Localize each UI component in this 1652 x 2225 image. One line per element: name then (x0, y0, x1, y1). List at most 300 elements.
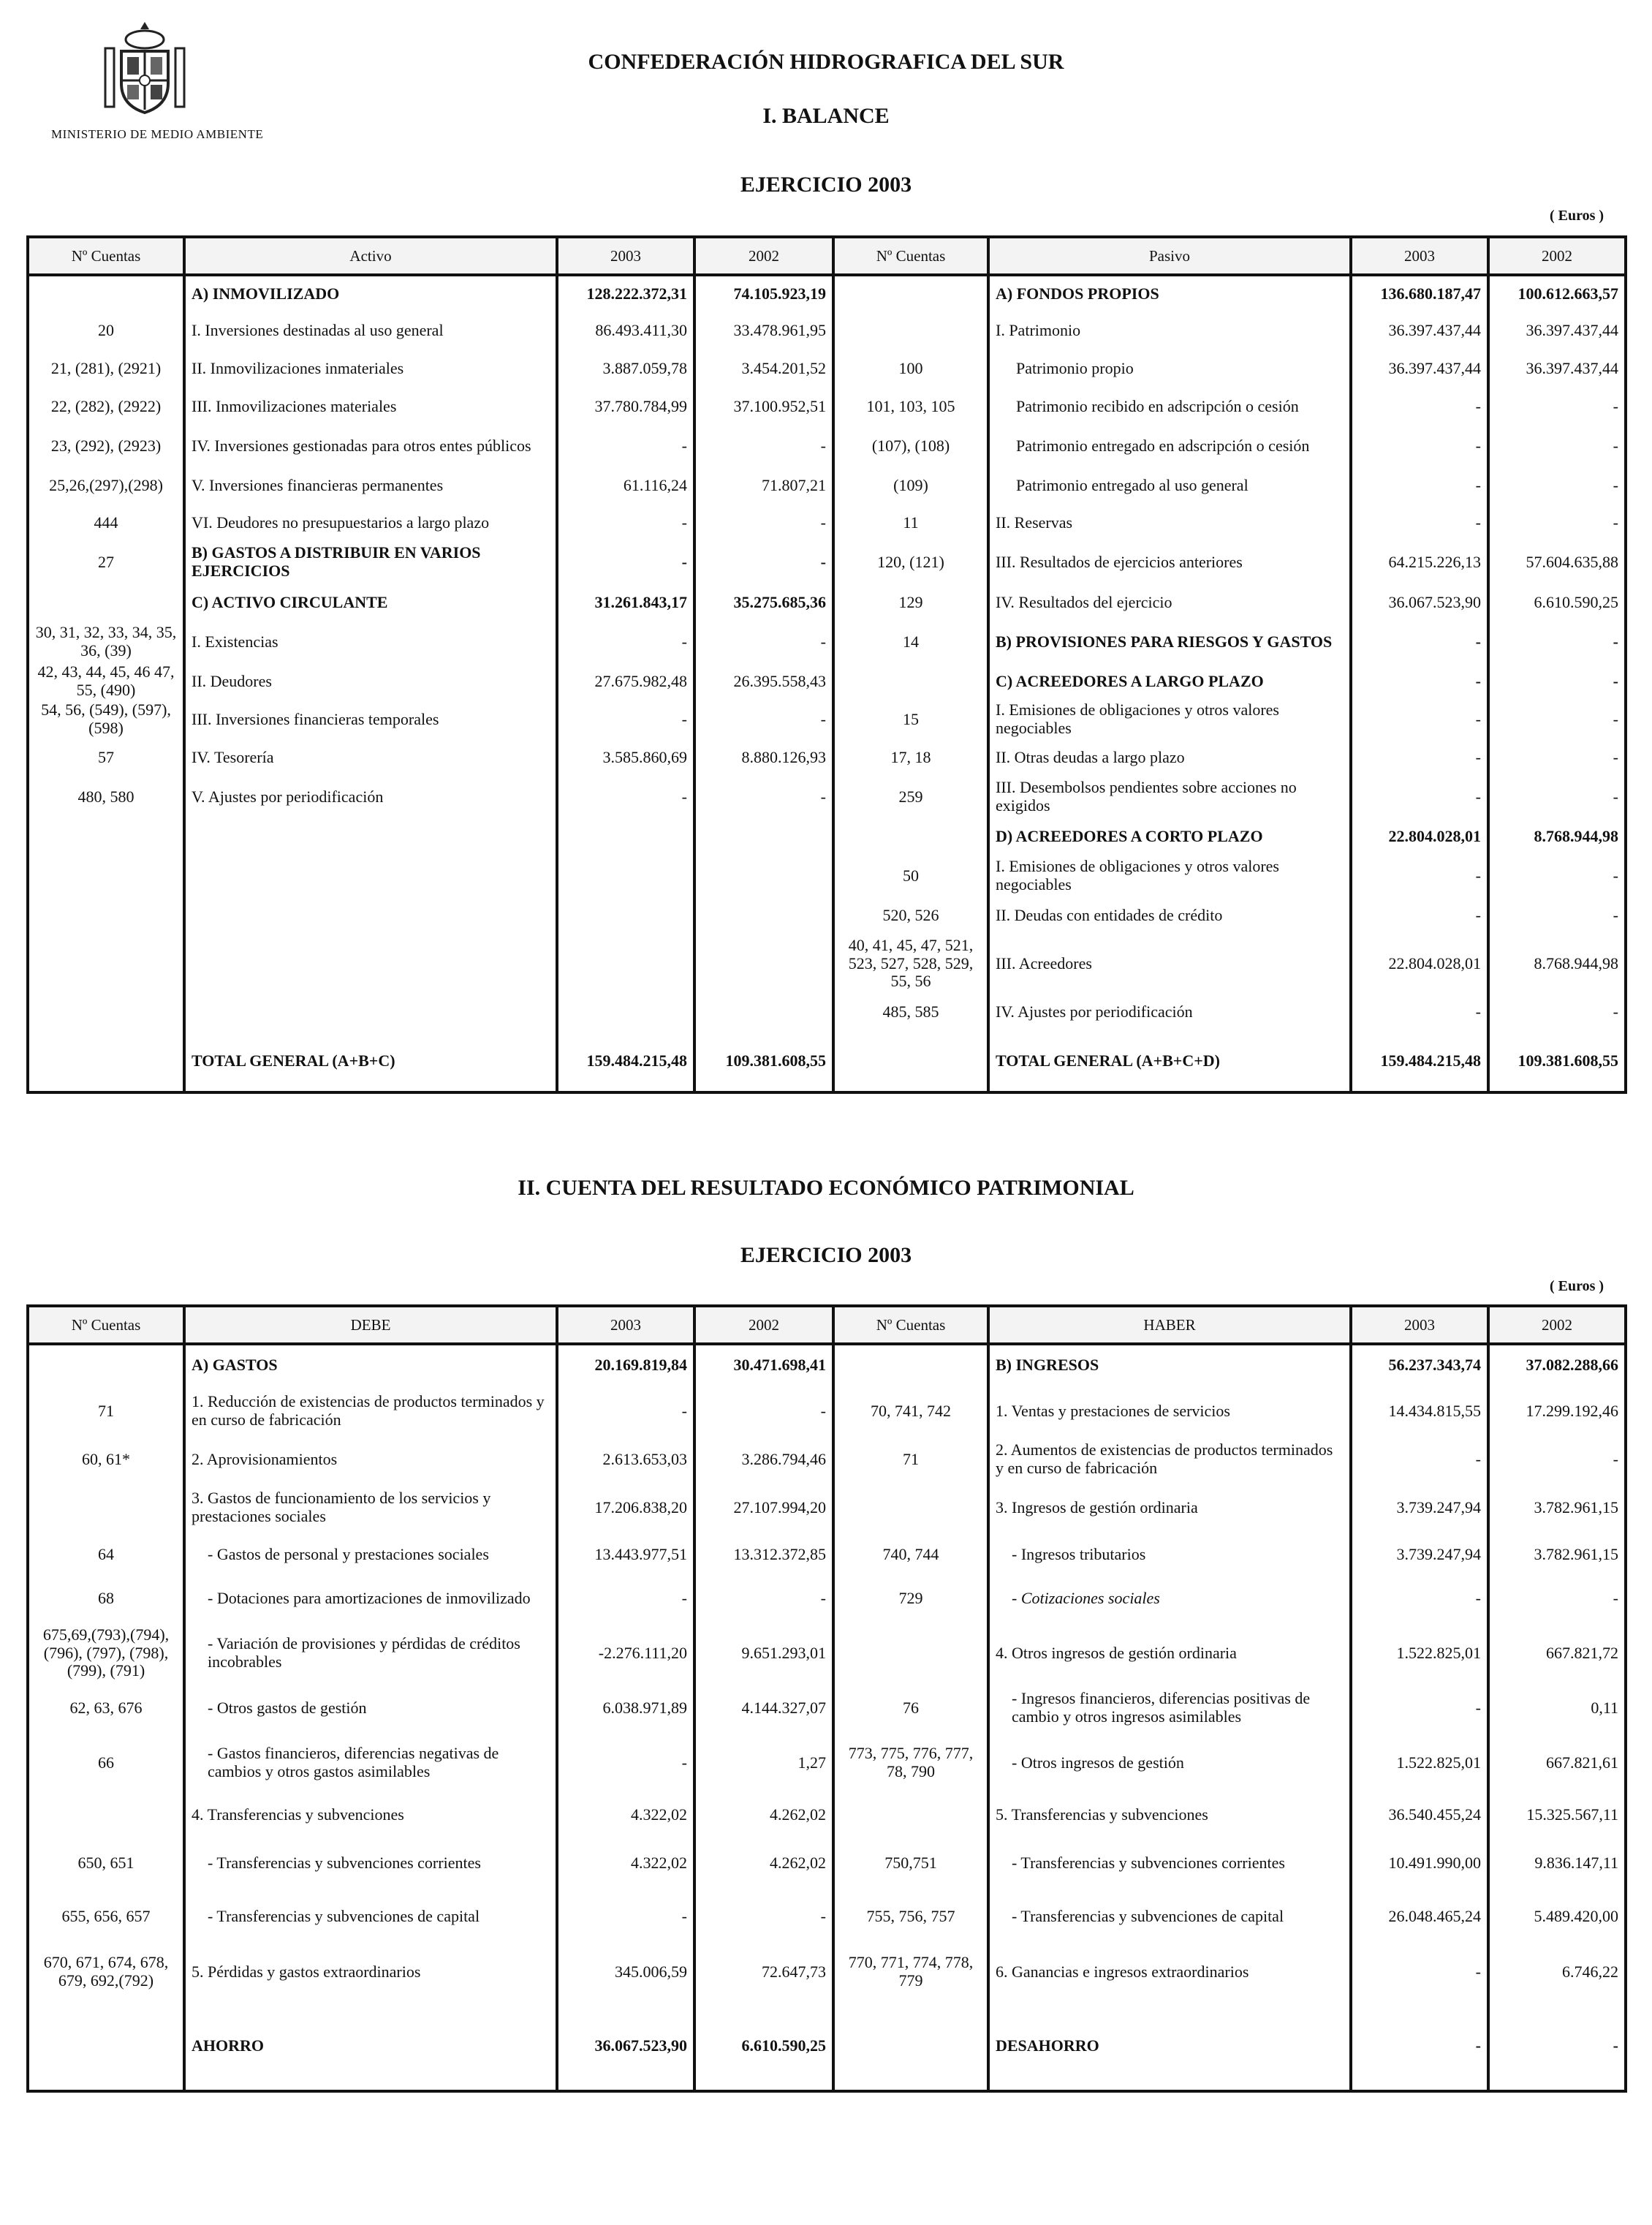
balance-cell-value-2002-right: 8.768.944,98 (1488, 934, 1626, 993)
result-row (28, 1385, 1626, 1438)
balance-row (28, 738, 1626, 777)
balance-cell-accounts-left: 21, (281), (2921) (28, 350, 184, 388)
result-cell-value-2003-right: 1.522.825,01 (1351, 1731, 1488, 1794)
balance-cell-value-2002-left: - (694, 505, 833, 541)
result-cell-accounts-right: 70, 741, 742 (833, 1385, 988, 1438)
result-cell-accounts-left: 675,69,(793),(794), (796), (797), (798), (799), (791) (28, 1622, 184, 1685)
balance-cell-value-2003-left (557, 934, 694, 993)
result-cell-accounts-right: 750,751 (833, 1835, 988, 1891)
balance-cell-value-2002-left (694, 993, 833, 1031)
result-col-2003-left: 2003 (557, 1306, 694, 1344)
balance-cell-label-left: VI. Deudores no presupuestarios a largo plazo (184, 505, 557, 541)
result-cell-value-2003-right: - (1351, 1685, 1488, 1731)
result-cell-value-2003-right: - (1351, 1942, 1488, 2002)
balance-cell-value-2002-right: 100.612.663,57 (1488, 275, 1626, 311)
balance-col-activo: Activo (184, 237, 557, 275)
balance-cell-value-2003-right: 36.397.437,44 (1351, 350, 1488, 388)
result-cell-value-2002-left: 4.144.327,07 (694, 1685, 833, 1731)
balance-currency-note: ( Euros ) (1550, 208, 1604, 224)
result-cell-value-2003-left: 36.067.523,90 (557, 2002, 694, 2091)
balance-cell-accounts-right (833, 662, 988, 700)
balance-cell-label-left: B) GASTOS A DISTRIBUIR EN VARIOS EJERCICIOS (184, 541, 557, 583)
result-cell-label-left: 5. Pérdidas y gastos extraordinarios (184, 1942, 557, 2002)
balance-cell-label-right: II. Reservas (988, 505, 1351, 541)
result-cell-value-2003-right: 56.237.343,74 (1351, 1344, 1488, 1385)
balance-cell-value-2002-right: - (1488, 505, 1626, 541)
result-cell-accounts-right: 770, 771, 774, 778, 779 (833, 1942, 988, 2002)
balance-cell-value-2002-right: 36.397.437,44 (1488, 350, 1626, 388)
result-cell-label-left: - Gastos financieros, diferencias negativas de cambios y otros gastos asimilables (184, 1731, 557, 1794)
result-cell-accounts-left: 64 (28, 1534, 184, 1575)
balance-cell-label-left: IV. Tesorería (184, 738, 557, 777)
result-cell-value-2002-left: - (694, 1575, 833, 1622)
balance-cell-value-2003-left: - (557, 426, 694, 466)
result-cell-accounts-right (833, 1794, 988, 1835)
balance-cell-accounts-left: 42, 43, 44, 45, 46 47, 55, (490) (28, 662, 184, 700)
balance-cell-accounts-right (833, 817, 988, 855)
result-cell-accounts-left: 60, 61* (28, 1438, 184, 1481)
balance-cell-value-2003-right: 159.484.215,48 (1351, 1031, 1488, 1092)
balance-cell-value-2003-right: 22.804.028,01 (1351, 817, 1488, 855)
balance-cell-value-2003-right: - (1351, 855, 1488, 896)
balance-cell-value-2002-right: - (1488, 777, 1626, 817)
result-cell-accounts-right: 773, 775, 776, 777, 78, 790 (833, 1731, 988, 1794)
balance-cell-accounts-left: 54, 56, (549), (597), (598) (28, 700, 184, 738)
balance-cell-label-right: Patrimonio entregado en adscripción o cesión (988, 426, 1351, 466)
balance-cell-value-2003-left: 3.887.059,78 (557, 350, 694, 388)
balance-cell-value-2002-left: - (694, 541, 833, 583)
balance-cell-value-2002-right: - (1488, 738, 1626, 777)
result-cell-label-right: 3. Ingresos de gestión ordinaria (988, 1481, 1351, 1534)
balance-cell-value-2003-right: - (1351, 993, 1488, 1031)
result-cell-label-left: AHORRO (184, 2002, 557, 2091)
balance-col-2002-right: 2002 (1488, 237, 1626, 275)
result-cell-value-2002-right: 9.836.147,11 (1488, 1835, 1626, 1891)
result-cell-value-2003-left: 17.206.838,20 (557, 1481, 694, 1534)
balance-cell-label-right: B) PROVISIONES PARA RIESGOS Y GASTOS (988, 622, 1351, 662)
result-row (28, 1731, 1626, 1794)
balance-cell-accounts-right: 259 (833, 777, 988, 817)
balance-cell-value-2003-right: - (1351, 700, 1488, 738)
result-cell-value-2002-right: 0,11 (1488, 1685, 1626, 1731)
result-col-2002-right: 2002 (1488, 1306, 1626, 1344)
result-cell-label-left: - Dotaciones para amortizaciones de inmovilizado (184, 1575, 557, 1622)
balance-cell-value-2003-right: 36.397.437,44 (1351, 311, 1488, 350)
balance-cell-accounts-right: 40, 41, 45, 47, 521, 523, 527, 528, 529, 55, 56 (833, 934, 988, 993)
result-currency-note: ( Euros ) (1550, 1278, 1604, 1294)
result-row (28, 1891, 1626, 1942)
balance-row (28, 583, 1626, 622)
balance-cell-value-2003-left (557, 896, 694, 934)
balance-cell-label-left (184, 993, 557, 1031)
result-cell-value-2002-left: 3.286.794,46 (694, 1438, 833, 1481)
result-cell-value-2003-left: 4.322,02 (557, 1794, 694, 1835)
balance-cell-label-right: A) FONDOS PROPIOS (988, 275, 1351, 311)
balance-cell-label-right: Patrimonio entregado al uso general (988, 466, 1351, 505)
balance-cell-value-2003-right: - (1351, 777, 1488, 817)
balance-cell-value-2003-left: - (557, 777, 694, 817)
balance-cell-accounts-right: 120, (121) (833, 541, 988, 583)
balance-cell-accounts-left (28, 275, 184, 311)
result-cell-value-2002-left: 4.262,02 (694, 1835, 833, 1891)
balance-row (28, 934, 1626, 993)
balance-cell-value-2003-right: 36.067.523,90 (1351, 583, 1488, 622)
balance-cell-accounts-left: 25,26,(297),(298) (28, 466, 184, 505)
result-cell-value-2002-right: - (1488, 1575, 1626, 1622)
result-cell-value-2003-right: 3.739.247,94 (1351, 1534, 1488, 1575)
balance-cell-label-left: II. Inmovilizaciones inmateriales (184, 350, 557, 388)
balance-cell-value-2002-left (694, 855, 833, 896)
result-cell-value-2002-right: 15.325.567,11 (1488, 1794, 1626, 1835)
result-row (28, 1344, 1626, 1385)
result-cell-value-2003-right: 36.540.455,24 (1351, 1794, 1488, 1835)
balance-cell-accounts-left: 23, (292), (2923) (28, 426, 184, 466)
result-cell-value-2002-left: 9.651.293,01 (694, 1622, 833, 1685)
balance-cell-label-left (184, 855, 557, 896)
balance-row (28, 777, 1626, 817)
balance-cell-value-2003-right: - (1351, 896, 1488, 934)
balance-exercise-title: EJERCICIO 2003 (740, 173, 912, 197)
organization-title: CONFEDERACIÓN HIDROGRAFICA DEL SUR (588, 50, 1064, 74)
result-cell-accounts-right (833, 2002, 988, 2091)
result-cell-label-right: - Ingresos financieros, diferencias positivas de cambio y otros ingresos asimilables (988, 1685, 1351, 1731)
balance-cell-value-2002-left: 37.100.952,51 (694, 388, 833, 426)
balance-cell-value-2002-left (694, 934, 833, 993)
result-cell-accounts-right (833, 1481, 988, 1534)
result-cell-value-2002-left: 13.312.372,85 (694, 1534, 833, 1575)
result-cell-value-2002-left: 30.471.698,41 (694, 1344, 833, 1385)
balance-cell-value-2002-right: - (1488, 896, 1626, 934)
balance-cell-value-2003-right: - (1351, 622, 1488, 662)
result-cell-value-2003-left: 13.443.977,51 (557, 1534, 694, 1575)
balance-cell-accounts-right: 14 (833, 622, 988, 662)
result-cell-value-2002-left: 6.610.590,25 (694, 2002, 833, 2091)
balance-cell-value-2002-right: 36.397.437,44 (1488, 311, 1626, 350)
balance-cell-accounts-left: 480, 580 (28, 777, 184, 817)
balance-cell-value-2003-left: 3.585.860,69 (557, 738, 694, 777)
balance-cell-value-2002-right: - (1488, 700, 1626, 738)
result-cell-accounts-right (833, 1622, 988, 1685)
balance-cell-value-2003-left (557, 817, 694, 855)
result-cell-value-2002-right: 17.299.192,46 (1488, 1385, 1626, 1438)
result-cell-accounts-right: 740, 744 (833, 1534, 988, 1575)
result-cell-accounts-left: 670, 671, 674, 678, 679, 692,(792) (28, 1942, 184, 2002)
balance-cell-accounts-left (28, 855, 184, 896)
result-cell-accounts-left (28, 1344, 184, 1385)
balance-cell-value-2003-right: - (1351, 738, 1488, 777)
balance-cell-accounts-left: 27 (28, 541, 184, 583)
result-cell-accounts-left: 66 (28, 1731, 184, 1794)
balance-cell-label-left (184, 934, 557, 993)
balance-cell-accounts-right (833, 275, 988, 311)
balance-cell-label-right: TOTAL GENERAL (A+B+C+D) (988, 1031, 1351, 1092)
balance-cell-label-right: IV. Resultados del ejercicio (988, 583, 1351, 622)
balance-cell-value-2002-left: 3.454.201,52 (694, 350, 833, 388)
balance-row (28, 426, 1626, 466)
balance-cell-value-2002-left: 74.105.923,19 (694, 275, 833, 311)
balance-cell-value-2002-left: - (694, 777, 833, 817)
balance-cell-value-2003-left (557, 993, 694, 1031)
ministry-name: MINISTERIO DE MEDIO AMBIENTE (51, 127, 264, 141)
result-col-2002-left: 2002 (694, 1306, 833, 1344)
balance-cell-accounts-right: 17, 18 (833, 738, 988, 777)
result-row (28, 1575, 1626, 1622)
balance-cell-label-left (184, 896, 557, 934)
result-cell-label-left: 1. Reducción de existencias de productos terminados y en curso de fabricación (184, 1385, 557, 1438)
balance-cell-label-left: III. Inversiones financieras temporales (184, 700, 557, 738)
balance-cell-accounts-left (28, 1031, 184, 1092)
result-cell-label-right: B) INGRESOS (988, 1344, 1351, 1385)
balance-row (28, 541, 1626, 583)
result-cell-label-left: 4. Transferencias y subvenciones (184, 1794, 557, 1835)
balance-section-title: I. BALANCE (762, 104, 890, 128)
balance-cell-accounts-left: 57 (28, 738, 184, 777)
result-cell-value-2002-right: 667.821,72 (1488, 1622, 1626, 1685)
balance-cell-value-2002-right: - (1488, 662, 1626, 700)
result-cell-label-right: 1. Ventas y prestaciones de servicios (988, 1385, 1351, 1438)
result-account-title: II. CUENTA DEL RESULTADO ECONÓMICO PATRIMONIAL (518, 1176, 1134, 1200)
balance-row (28, 275, 1626, 311)
result-cell-value-2003-right: 14.434.815,55 (1351, 1385, 1488, 1438)
balance-cell-value-2002-right: - (1488, 388, 1626, 426)
result-cell-value-2003-right: 26.048.465,24 (1351, 1891, 1488, 1942)
balance-cell-label-left: TOTAL GENERAL (A+B+C) (184, 1031, 557, 1092)
balance-col-2003-left: 2003 (557, 237, 694, 275)
balance-cell-value-2002-left (694, 896, 833, 934)
result-cell-value-2002-left: 27.107.994,20 (694, 1481, 833, 1534)
result-cell-value-2003-right: - (1351, 1438, 1488, 1481)
balance-cell-accounts-right: 101, 103, 105 (833, 388, 988, 426)
balance-cell-value-2003-left: 31.261.843,17 (557, 583, 694, 622)
balance-cell-value-2002-right: - (1488, 993, 1626, 1031)
balance-header-row (28, 237, 1626, 275)
result-cell-label-right: - Otros ingresos de gestión (988, 1731, 1351, 1794)
balance-cell-value-2003-left (557, 855, 694, 896)
result-cell-value-2003-right: 3.739.247,94 (1351, 1481, 1488, 1534)
balance-col-accounts-left: Nº Cuentas (28, 237, 184, 275)
balance-cell-value-2003-left: - (557, 541, 694, 583)
result-cell-value-2002-right: 3.782.961,15 (1488, 1534, 1626, 1575)
result-col-debe: DEBE (184, 1306, 557, 1344)
result-cell-value-2002-right: - (1488, 1438, 1626, 1481)
result-cell-value-2003-left: 2.613.653,03 (557, 1438, 694, 1481)
balance-cell-accounts-left (28, 896, 184, 934)
balance-cell-label-right: III. Desembolsos pendientes sobre acciones no exigidos (988, 777, 1351, 817)
balance-cell-label-right: III. Resultados de ejercicios anteriores (988, 541, 1351, 583)
result-cell-label-left: - Otros gastos de gestión (184, 1685, 557, 1731)
balance-cell-value-2002-left: 71.807,21 (694, 466, 833, 505)
balance-cell-value-2002-left: 8.880.126,93 (694, 738, 833, 777)
balance-cell-value-2003-right: 64.215.226,13 (1351, 541, 1488, 583)
balance-cell-value-2002-left: 33.478.961,95 (694, 311, 833, 350)
balance-col-accounts-right: Nº Cuentas (833, 237, 988, 275)
balance-cell-value-2002-right: - (1488, 622, 1626, 662)
balance-cell-accounts-right: 485, 585 (833, 993, 988, 1031)
result-cell-label-left: 2. Aprovisionamientos (184, 1438, 557, 1481)
result-cell-value-2003-left: - (557, 1731, 694, 1794)
balance-cell-value-2002-left: - (694, 700, 833, 738)
result-cell-value-2003-right: - (1351, 2002, 1488, 2091)
result-cell-value-2003-left: 20.169.819,84 (557, 1344, 694, 1385)
result-col-accounts-right: Nº Cuentas (833, 1306, 988, 1344)
result-cell-value-2002-right: 37.082.288,66 (1488, 1344, 1626, 1385)
balance-cell-label-right: II. Otras deudas a largo plazo (988, 738, 1351, 777)
balance-cell-accounts-left: 444 (28, 505, 184, 541)
balance-cell-value-2002-right: 109.381.608,55 (1488, 1031, 1626, 1092)
balance-cell-label-left: C) ACTIVO CIRCULANTE (184, 583, 557, 622)
balance-cell-value-2002-right: - (1488, 426, 1626, 466)
balance-row (28, 662, 1626, 700)
result-cell-value-2002-left: - (694, 1385, 833, 1438)
result-cell-label-right: 4. Otros ingresos de gestión ordinaria (988, 1622, 1351, 1685)
result-cell-label-right: - Cotizaciones sociales (988, 1575, 1351, 1622)
balance-cell-value-2002-left: - (694, 426, 833, 466)
result-cell-accounts-right: 76 (833, 1685, 988, 1731)
balance-cell-value-2002-left: 109.381.608,55 (694, 1031, 833, 1092)
result-col-2003-right: 2003 (1351, 1306, 1488, 1344)
balance-cell-value-2003-right: - (1351, 426, 1488, 466)
result-cell-value-2003-left: 345.006,59 (557, 1942, 694, 2002)
result-cell-label-left: 3. Gastos de funcionamiento de los servicios y prestaciones sociales (184, 1481, 557, 1534)
balance-cell-accounts-left (28, 993, 184, 1031)
result-cell-accounts-left: 71 (28, 1385, 184, 1438)
balance-cell-label-left: V. Ajustes por periodificación (184, 777, 557, 817)
balance-cell-label-left: IV. Inversiones gestionadas para otros entes públicos (184, 426, 557, 466)
result-cell-accounts-left: 650, 651 (28, 1835, 184, 1891)
result-header-row (28, 1306, 1626, 1344)
balance-row (28, 855, 1626, 896)
result-row (28, 1622, 1626, 1685)
balance-row (28, 466, 1626, 505)
balance-cell-label-left: I. Existencias (184, 622, 557, 662)
balance-cell-label-right: C) ACREEDORES A LARGO PLAZO (988, 662, 1351, 700)
balance-cell-value-2002-right: 57.604.635,88 (1488, 541, 1626, 583)
balance-col-pasivo: Pasivo (988, 237, 1351, 275)
balance-row (28, 350, 1626, 388)
balance-cell-value-2003-left: 27.675.982,48 (557, 662, 694, 700)
balance-cell-accounts-right: 15 (833, 700, 988, 738)
balance-cell-value-2002-left: - (694, 622, 833, 662)
result-cell-accounts-right (833, 1344, 988, 1385)
balance-cell-value-2002-right: 8.768.944,98 (1488, 817, 1626, 855)
balance-cell-value-2003-left: - (557, 505, 694, 541)
balance-cell-accounts-right: 50 (833, 855, 988, 896)
result-cell-accounts-left (28, 2002, 184, 2091)
result-cell-value-2002-right: 667.821,61 (1488, 1731, 1626, 1794)
result-cell-value-2002-left: 1,27 (694, 1731, 833, 1794)
balance-cell-accounts-right: 129 (833, 583, 988, 622)
result-cell-value-2003-left: - (557, 1891, 694, 1942)
balance-cell-label-right: Patrimonio recibido en adscripción o cesión (988, 388, 1351, 426)
balance-cell-accounts-left: 30, 31, 32, 33, 34, 35, 36, (39) (28, 622, 184, 662)
balance-row (28, 388, 1626, 426)
result-row (28, 1481, 1626, 1534)
result-cell-value-2002-left: 4.262,02 (694, 1794, 833, 1835)
result-account-table (26, 1304, 1627, 2093)
balance-cell-value-2003-left: 159.484.215,48 (557, 1031, 694, 1092)
balance-cell-value-2003-right: - (1351, 388, 1488, 426)
balance-cell-label-right: I. Patrimonio (988, 311, 1351, 350)
balance-cell-label-left: III. Inmovilizaciones materiales (184, 388, 557, 426)
balance-col-2003-right: 2003 (1351, 237, 1488, 275)
result-cell-accounts-left: 655, 656, 657 (28, 1891, 184, 1942)
result-col-accounts-left: Nº Cuentas (28, 1306, 184, 1344)
balance-cell-label-left: I. Inversiones destinadas al uso general (184, 311, 557, 350)
balance-cell-accounts-left (28, 583, 184, 622)
balance-cell-value-2002-left (694, 817, 833, 855)
balance-cell-value-2003-left: - (557, 700, 694, 738)
result-cell-label-right: 5. Transferencias y subvenciones (988, 1794, 1351, 1835)
balance-cell-label-right: I. Emisiones de obligaciones y otros valores negociables (988, 700, 1351, 738)
balance-cell-value-2003-left: - (557, 622, 694, 662)
balance-row (28, 1031, 1626, 1092)
result-cell-accounts-right: 71 (833, 1438, 988, 1481)
result-cell-value-2002-left: - (694, 1891, 833, 1942)
result-cell-value-2003-right: 1.522.825,01 (1351, 1622, 1488, 1685)
result-row (28, 1438, 1626, 1481)
balance-row (28, 993, 1626, 1031)
result-cell-value-2002-right: - (1488, 2002, 1626, 2091)
balance-row (28, 817, 1626, 855)
balance-cell-value-2003-right: 22.804.028,01 (1351, 934, 1488, 993)
result-row (28, 1794, 1626, 1835)
result-cell-value-2002-right: 6.746,22 (1488, 1942, 1626, 2002)
result-cell-accounts-left: 68 (28, 1575, 184, 1622)
result-cell-value-2002-left: 72.647,73 (694, 1942, 833, 2002)
result-col-haber: HABER (988, 1306, 1351, 1344)
balance-cell-accounts-right: 11 (833, 505, 988, 541)
result-row (28, 1942, 1626, 2002)
balance-row (28, 700, 1626, 738)
balance-row (28, 311, 1626, 350)
result-cell-value-2003-right: - (1351, 1575, 1488, 1622)
result-cell-label-left: A) GASTOS (184, 1344, 557, 1385)
balance-cell-value-2003-right: - (1351, 466, 1488, 505)
balance-col-2002-left: 2002 (694, 237, 833, 275)
balance-cell-value-2003-right: 136.680.187,47 (1351, 275, 1488, 311)
balance-cell-value-2003-left: 37.780.784,99 (557, 388, 694, 426)
balance-cell-accounts-right: 520, 526 (833, 896, 988, 934)
result-exercise-title: EJERCICIO 2003 (740, 1243, 912, 1267)
balance-cell-accounts-right: (109) (833, 466, 988, 505)
balance-cell-accounts-left: 20 (28, 311, 184, 350)
balance-cell-value-2002-left: 35.275.685,36 (694, 583, 833, 622)
result-cell-accounts-left (28, 1481, 184, 1534)
balance-table (26, 235, 1627, 1094)
result-cell-label-right: - Ingresos tributarios (988, 1534, 1351, 1575)
balance-cell-accounts-left: 22, (282), (2922) (28, 388, 184, 426)
balance-cell-label-right: Patrimonio propio (988, 350, 1351, 388)
result-cell-label-left: - Gastos de personal y prestaciones sociales (184, 1534, 557, 1575)
result-cell-accounts-right: 729 (833, 1575, 988, 1622)
balance-cell-accounts-right: 100 (833, 350, 988, 388)
balance-cell-value-2003-right: - (1351, 505, 1488, 541)
result-cell-accounts-left: 62, 63, 676 (28, 1685, 184, 1731)
balance-cell-accounts-left (28, 934, 184, 993)
balance-cell-value-2002-right: - (1488, 466, 1626, 505)
result-cell-label-right: 6. Ganancias e ingresos extraordinarios (988, 1942, 1351, 2002)
result-cell-value-2003-left: - (557, 1385, 694, 1438)
balance-cell-label-left (184, 817, 557, 855)
balance-cell-accounts-right (833, 311, 988, 350)
result-cell-label-left: - Transferencias y subvenciones de capital (184, 1891, 557, 1942)
result-cell-value-2003-left: -2.276.111,20 (557, 1622, 694, 1685)
balance-cell-label-right: IV. Ajustes por periodificación (988, 993, 1351, 1031)
result-cell-value-2003-left: 6.038.971,89 (557, 1685, 694, 1731)
balance-cell-label-right: D) ACREEDORES A CORTO PLAZO (988, 817, 1351, 855)
balance-cell-value-2003-right: - (1351, 662, 1488, 700)
result-cell-label-right: DESAHORRO (988, 2002, 1351, 2091)
